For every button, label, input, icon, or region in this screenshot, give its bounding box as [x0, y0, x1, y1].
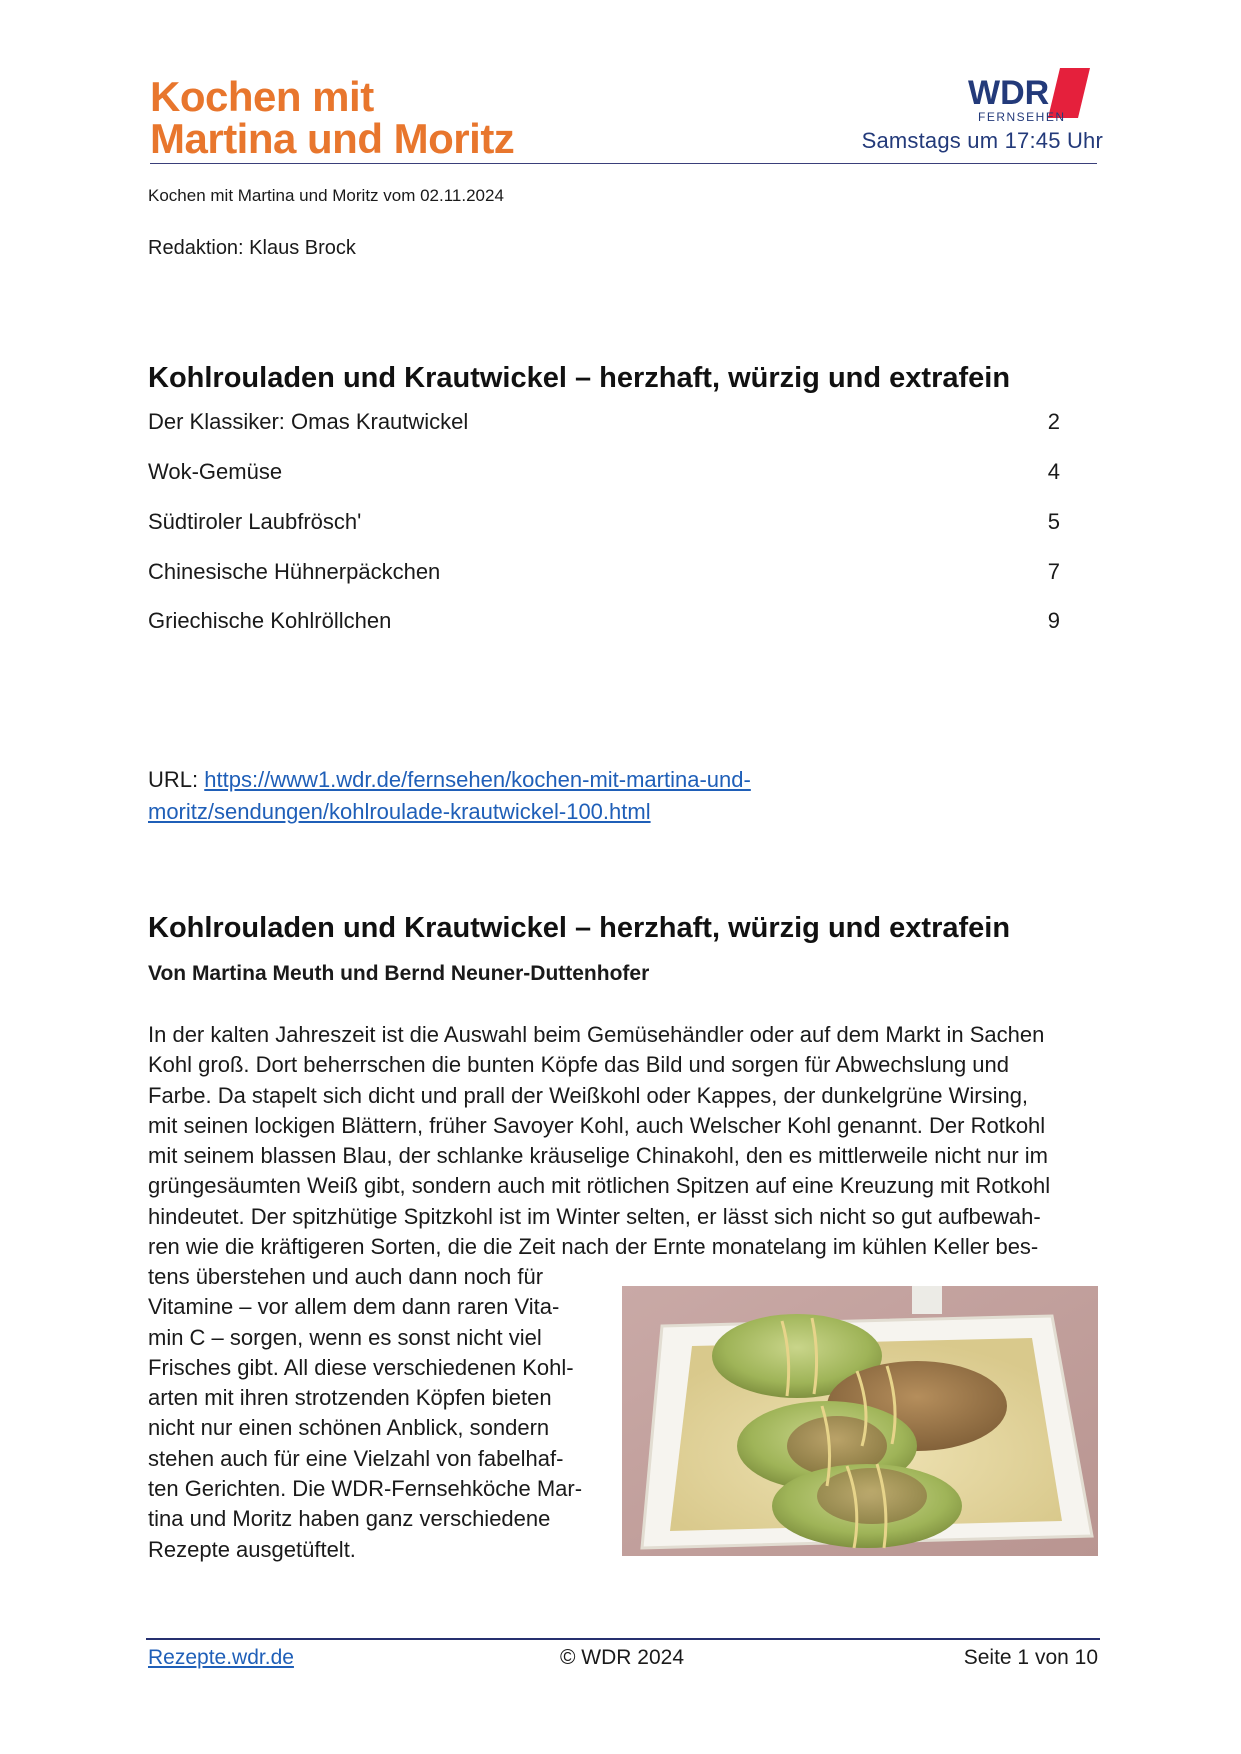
text-line: stehen auch für eine Vielzahl von fabelhaf- [148, 1445, 564, 1471]
toc-item-page: 2 [1047, 409, 1060, 434]
article-byline: Von Martina Meuth und Bernd Neuner-Duttenhofer [148, 962, 650, 985]
url-link-line-1: https://www1.wdr.de/fernsehen/kochen-mit-martina-und- [204, 767, 751, 792]
url-link[interactable] [148, 767, 751, 824]
url-label: URL: [148, 767, 205, 792]
footer-divider [146, 1638, 1100, 1640]
text-line: nicht nur einen schönen Anblick, sondern [148, 1415, 550, 1441]
source-url [148, 764, 1048, 828]
text-line: ten Gerichten. Die WDR-Fernsehköche Mar- [148, 1476, 583, 1502]
toc-item[interactable] [148, 559, 1060, 589]
episode-date: Kochen mit Martina und Moritz vom 02.11.2024 [148, 186, 504, 205]
text-line: grüngesäumten Weiß gibt, sondern auch mit rötlichen Spitzen auf eine Kreuzung mit Rotkohl [148, 1173, 1051, 1199]
footer-page-number: Seite 1 von 10 [963, 1646, 1098, 1669]
toc-item-label: Griechische Kohlröllchen [148, 608, 392, 633]
article-intro-narrow [148, 1262, 608, 1565]
text-line: Kohl groß. Dort beherrschen die bunten Köpfe das Bild und sorgen für Abwechslung und [148, 1052, 1009, 1078]
toc-item-label: Südtiroler Laubfrösch' [148, 509, 362, 534]
article-intro-wide [148, 1020, 1098, 1262]
text-line: Frisches gibt. All diese verschiedenen Kohl- [148, 1354, 574, 1380]
toc-item-page: 9 [1047, 608, 1060, 633]
toc-item-page: 4 [1047, 459, 1060, 484]
header-divider [150, 163, 1097, 164]
toc-item[interactable] [148, 608, 1060, 638]
toc-item[interactable] [148, 509, 1060, 539]
footer-copyright: © WDR 2024 [560, 1646, 685, 1669]
url-link-line-2: moritz/sendungen/kohlroulade-krautwickel-100.html [148, 799, 651, 824]
text-line: tens überstehen und auch dann noch für [148, 1264, 544, 1289]
text-line: mit seinem blassen Blau, der schlanke kräuselige Chinakohl, den es mittlerweile nicht nur im [148, 1143, 1048, 1169]
wdr-logo-subtitle: FERNSEHEN [978, 110, 1066, 124]
text-line: min C – sorgen, wenn es sonst nicht viel [148, 1324, 542, 1350]
text-line: ren wie die kräftigeren Sorten, die die Zeit nach der Ernte monatelang im kühlen Keller bes- [148, 1234, 1039, 1260]
wdr-logo-text: WDR [968, 74, 1050, 112]
text-line: Farbe. Da stapelt sich dicht und prall der Weißkohl oder Kappes, der dunkelgrüne Wirsing, [148, 1082, 1029, 1108]
text-line: Vitamine – vor allem dem dann raren Vita- [148, 1294, 560, 1320]
footer-link[interactable]: Rezepte.wdr.de [148, 1646, 294, 1669]
toc-item[interactable] [148, 459, 1060, 489]
text-line: In der kalten Jahreszeit ist die Auswahl beim Gemüsehändler oder auf dem Markt in Sachen [148, 1022, 1045, 1047]
brand-line-1: Kochen mit [150, 73, 374, 120]
toc-item-label: Der Klassiker: Omas Krautwickel [148, 409, 469, 434]
text-line: Rezepte ausgetüftelt. [148, 1536, 356, 1562]
airtime: Samstags um 17:45 Uhr [861, 128, 1103, 153]
cabbage-rolls-photo [622, 1286, 1098, 1556]
brand-title [150, 73, 515, 162]
text-line: arten mit ihren strotzenden Köpfen bieten [148, 1385, 552, 1411]
toc-item-page: 7 [1047, 559, 1060, 584]
toc-item-label: Wok-Gemüse [148, 459, 283, 484]
article-title: Kohlrouladen und Krautwickel – herzhaft, würzig und extrafein [148, 912, 1011, 944]
brand-line-2: Martina und Moritz [150, 115, 515, 162]
wdr-logo [940, 66, 1100, 124]
text-line: mit seinen lockigen Blättern, früher Savoyer Kohl, auch Welscher Kohl genannt. Der Rotkohl [148, 1112, 1046, 1138]
text-line: hindeutet. Der spitzhütige Spitzkohl ist im Winter selten, er lässt sich nicht so gut aufbewah- [148, 1203, 1041, 1229]
toc-item-label: Chinesische Hühnerpäckchen [148, 559, 441, 584]
toc-item[interactable] [148, 409, 1060, 439]
editor: Redaktion: Klaus Brock [148, 237, 356, 259]
text-line: tina und Moritz haben ganz verschiedene [148, 1506, 551, 1532]
toc-item-page: 5 [1047, 509, 1060, 534]
toc-title: Kohlrouladen und Krautwickel – herzhaft, würzig und extrafein [148, 362, 1011, 394]
